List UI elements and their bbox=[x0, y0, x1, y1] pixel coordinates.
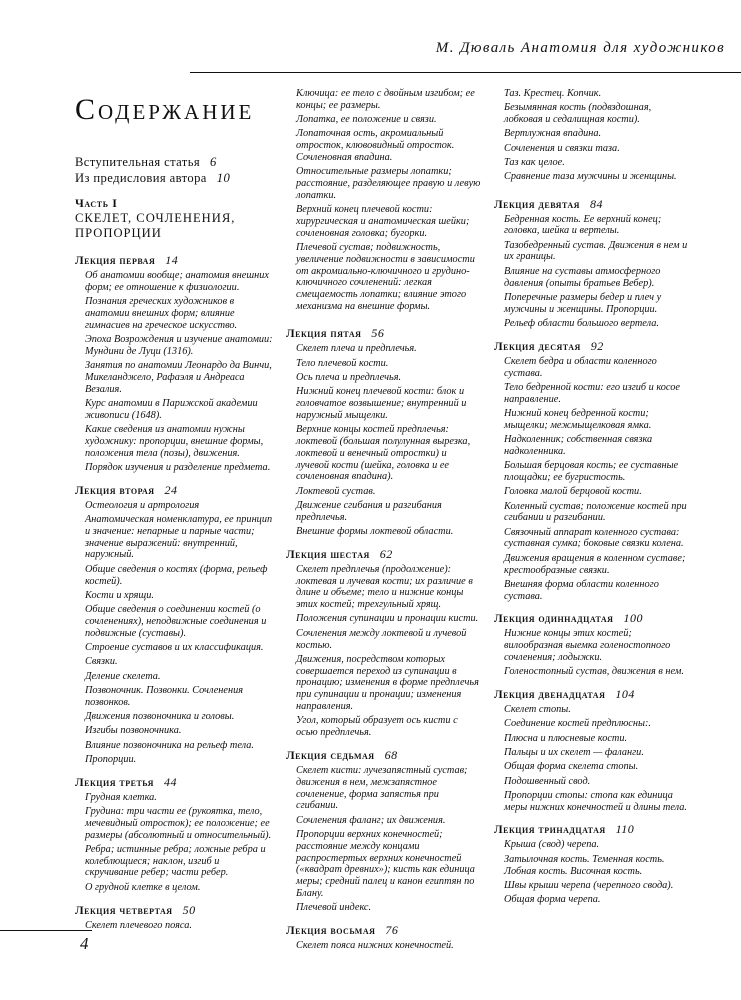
part-label: Часть I bbox=[75, 196, 118, 210]
lecture-entry bbox=[75, 775, 275, 894]
lecture-topic: Угол, который образует ось кисти с осью предплечья. bbox=[296, 715, 458, 739]
lecture-topic: Соединение костей предплюсны:. bbox=[504, 718, 651, 730]
lecture-page: 24 bbox=[164, 482, 178, 497]
lecture-topic: Нижний конец плечевой кости: блок и головчатое возвышение; внутренний и наружный мыщелки. bbox=[296, 386, 467, 421]
lecture-topic: Надколенник; собственная связка надколенника. bbox=[504, 434, 653, 457]
lecture-list bbox=[75, 253, 275, 931]
lecture-topic: Связочный аппарат коленного сустава: суставная сумка; боковые связки колена. bbox=[504, 526, 684, 550]
lecture-topic: Поперечные размеры бедер и плеч у мужчины и женщины. Пропорции. bbox=[504, 291, 662, 315]
lecture-topic: Подошвенный свод. bbox=[504, 775, 591, 787]
lecture-topic: Тело плечевой кости. bbox=[296, 357, 389, 369]
lecture-topic: Какие сведения из анатомии нужны художнику: пропорции, внешние формы, положения тела (позы), движения. bbox=[85, 424, 264, 459]
footer-rule bbox=[0, 930, 92, 931]
continuation-topic: Лопатка, ее положение и связи. bbox=[296, 114, 437, 126]
lecture-topic: Порядок изучения и разделение предмета. bbox=[85, 461, 271, 473]
continuation-topic: Вертлужная впадина. bbox=[504, 128, 602, 140]
lecture-topic: Крыша (свод) черепа. bbox=[504, 839, 600, 851]
continuation-topic: Верхний конец плечевой кости: хирургическая и анатомическая шейки; сочленовная головка; бугорки. bbox=[296, 204, 470, 239]
lecture-topic: Остеология и артрология bbox=[85, 499, 200, 511]
lecture-title bbox=[75, 253, 275, 268]
lecture-topic: Скелет стопы. bbox=[504, 704, 571, 716]
lecture-topic: Плечевой индекс. bbox=[296, 902, 372, 914]
intro-entry-label: Вступительная статья bbox=[75, 155, 201, 169]
intro-entry bbox=[75, 170, 275, 186]
lecture-title bbox=[75, 903, 275, 918]
lecture-topic: Пальцы и их скелет — фаланги. bbox=[504, 746, 644, 758]
lecture-topic: Швы крыши черепа (черепного свода). bbox=[504, 879, 674, 891]
lecture-entry bbox=[286, 923, 481, 952]
continuation-topic: Лопаточная ость, акромиальный отросток, клювовидный отросток. Сочленовная впадина. bbox=[296, 128, 455, 163]
lecture-topic: Скелет плечевого пояса. bbox=[85, 919, 192, 931]
lecture-topic: Внешние формы локтевой области. bbox=[296, 526, 454, 537]
lecture-topic: Скелет кисти: лучезапястный сустав; движения в нем, межзапястное сочленение, форма запястья при сгибании. bbox=[296, 764, 468, 812]
lecture-topic: Грудина: три части ее (рукоятка, тело, мечевидный отросток); ее положение; ее размеры (абсолютный и относительный). bbox=[85, 805, 272, 841]
lecture-title bbox=[494, 339, 689, 354]
lecture-entry bbox=[286, 748, 481, 914]
lecture-entry bbox=[75, 903, 275, 932]
continuation-topic: Ключица: ее тело с двойным изгибом; ее концы; ее размеры. bbox=[296, 88, 475, 111]
lecture-topic: Пропорции стопы: стопа как единица меры нижних конечностей и длины тела. bbox=[504, 789, 687, 813]
lecture-title bbox=[286, 748, 481, 763]
lecture-title bbox=[494, 687, 689, 702]
lecture-topic: Скелет бедра и области коленного сустава. bbox=[504, 355, 657, 379]
lecture-entry bbox=[286, 326, 481, 537]
lecture-topic: Скелет пояса нижних конечностей. bbox=[296, 940, 454, 952]
lecture-topic: Большая берцовая кость; ее суставные площадки; ее бугристость. bbox=[504, 460, 679, 483]
lecture-page: 100 bbox=[623, 611, 643, 626]
lecture-title-text: Лекция седьмая bbox=[286, 748, 375, 762]
lecture-page: 92 bbox=[590, 338, 604, 353]
lecture-topic: Коленный сустав; положение костей при сгибании и разгибании. bbox=[504, 500, 687, 524]
lecture-list bbox=[494, 197, 689, 906]
lecture-topic: Общая форма черепа. bbox=[504, 894, 601, 906]
toc-column-1 bbox=[75, 88, 275, 940]
lecture-topic: Эпоха Возрождения и изучение анатомии: Мундини де Луци (1316). bbox=[85, 333, 273, 357]
intro-entry-label: Из предисловия автора bbox=[75, 171, 207, 185]
lecture-topic: Связки. bbox=[85, 656, 118, 668]
continuation-topics bbox=[286, 88, 481, 313]
continuation-topic: Безымянная кость (подвздошная, лобковая и седалищная кости). bbox=[504, 102, 652, 126]
lecture-topic: Позвоночник. Позвонки. Сочленения позвонков. bbox=[85, 684, 244, 708]
lecture-topic: Познания греческих художников в анатомии внешних форм; влияние гимнасиев на греческое искусство. bbox=[85, 296, 238, 331]
lecture-topic: Внешняя форма области коленного сустава. bbox=[504, 578, 659, 602]
lecture-page: 104 bbox=[615, 687, 635, 702]
lecture-title-text: Лекция девятая bbox=[494, 197, 580, 211]
intro-entry-page: 10 bbox=[216, 171, 231, 185]
lecture-title bbox=[286, 326, 481, 341]
lecture-topic: Плюсна и плюсневые кости. bbox=[504, 732, 628, 744]
lecture-topic: Рельеф области большого вертела. bbox=[504, 317, 659, 329]
lecture-title bbox=[494, 611, 689, 626]
lecture-topic: Курс анатомии в Парижской академии живописи (1648). bbox=[85, 397, 258, 421]
continuation-topic: Плечевой сустав; подвижность, увеличение подвижности в зависимости от акромиально-ключичного и грудино-ключичного сочленений: легкая смещаемость лопатки; влияние этого механизма на внешние формы. bbox=[296, 242, 475, 313]
lecture-topic: Положения супинации и пронации кисти. bbox=[296, 613, 479, 625]
lecture-topic: Изгибы позвоночника. bbox=[85, 725, 182, 737]
lecture-title-text: Лекция вторая bbox=[75, 483, 155, 497]
lecture-entry bbox=[494, 197, 689, 330]
lecture-topic: Скелет плеча и предплечья. bbox=[296, 343, 417, 355]
lecture-topic: Влияние позвоночника на рельеф тела. bbox=[85, 739, 254, 751]
lecture-title bbox=[286, 547, 481, 562]
lecture-topic: Строение суставов и их классификация. bbox=[85, 642, 264, 654]
lecture-entry bbox=[494, 822, 689, 905]
lecture-topic: Пропорции. bbox=[85, 753, 137, 765]
toc-column-2 bbox=[286, 88, 481, 961]
lecture-title-text: Лекция пятая bbox=[286, 327, 362, 341]
lecture-page: 50 bbox=[182, 902, 196, 917]
lecture-topic: Тазобедренный сустав. Движения в нем и их границы. bbox=[504, 239, 688, 263]
lecture-topic: Кости и хрящи. bbox=[85, 589, 154, 601]
lecture-page: 68 bbox=[384, 747, 398, 762]
lecture-topic: Нижние концы этих костей; вилообразная выемка голеностопного сочленения; лодыжки. bbox=[504, 628, 671, 663]
lecture-topic: Общие сведения о костях (форма, рельеф костей). bbox=[85, 563, 268, 587]
lecture-topic: Анатомическая номенклатура, ее принцип и значение: непарные и парные части; значение выражений: внутренний, наружный. bbox=[85, 514, 273, 561]
lecture-topic: Занятия по анатомии Леонардо да Винчи, Микеланджело, Рафаэля и Андреаса Везалия. bbox=[85, 360, 272, 395]
lecture-title bbox=[75, 483, 275, 498]
continuation-topics bbox=[494, 88, 689, 183]
lecture-topic: Движение сгибания и разгибания предплечья. bbox=[296, 499, 442, 523]
lecture-title bbox=[286, 923, 481, 938]
lecture-topic: Голеностопный сустав, движения в нем. bbox=[504, 666, 684, 678]
lecture-page: 44 bbox=[163, 774, 177, 789]
continuation-topic: Относительные размеры лопатки; расстояние, разделяющее правую и левую лопатки. bbox=[296, 166, 481, 201]
running-header: М. Дюваль Анатомия для художников bbox=[435, 40, 725, 56]
lecture-entry bbox=[286, 547, 481, 739]
lecture-topic: Влияние на суставы атмосферного давления (опыты братьев Вебер). bbox=[504, 265, 661, 289]
lecture-topic: Грудная клетка. bbox=[85, 791, 157, 803]
lecture-topic: Сочленения между локтевой и лучевой костью. bbox=[296, 627, 467, 651]
lecture-entry bbox=[494, 687, 689, 813]
lecture-topic: Сочленения фаланг; их движения. bbox=[296, 814, 446, 826]
lecture-topic: Движения позвоночника и головы. bbox=[85, 711, 235, 722]
lecture-topic: Скелет предплечья (продолжение): локтевая и лучевая кости; их различие в длине и объеме; тело и нижние концы этих костей; трехгульный хрящ. bbox=[296, 563, 473, 611]
lecture-topic: Затылочная кость. Теменная кость. Лобная кость. Височная кость. bbox=[504, 853, 665, 877]
lecture-title-text: Лекция тринадцатая bbox=[494, 823, 606, 837]
lecture-entry bbox=[494, 611, 689, 678]
lecture-title-text: Лекция десятая bbox=[494, 339, 581, 353]
lecture-title-text: Лекция шестая bbox=[286, 547, 370, 561]
toc-column-3 bbox=[494, 88, 689, 915]
lecture-entry bbox=[75, 483, 275, 766]
lecture-topic: Движения, посредством которых совершается переход из супинации в пронацию; изменения в форме предплечья при супинации и пронации; изменения направления. bbox=[296, 653, 479, 713]
lecture-title-text: Лекция первая bbox=[75, 254, 156, 267]
continuation-topic: Таз. Крестец. Копчик. bbox=[504, 88, 602, 99]
continuation-topic: Таз как целое. bbox=[504, 156, 565, 168]
lecture-page: 56 bbox=[371, 326, 385, 341]
lecture-topic: Деление скелета. bbox=[85, 670, 161, 682]
lecture-page: 62 bbox=[379, 546, 393, 561]
lecture-topic: Общая форма скелета стопы. bbox=[504, 761, 639, 773]
intro-entry-page: 6 bbox=[210, 155, 217, 169]
lecture-entry bbox=[75, 253, 275, 474]
lecture-topic: Движения вращения в коленном суставе; крестообразные связки. bbox=[504, 552, 686, 576]
lecture-title bbox=[494, 822, 689, 837]
toc-title: Содержание bbox=[75, 93, 255, 126]
lecture-topic: Ось плеча и предплечья. bbox=[296, 371, 402, 383]
lecture-topic: Нижний конец бедренной кости; мыщелки; межмыщелковая ямка. bbox=[504, 407, 652, 431]
header-rule bbox=[190, 72, 741, 73]
lecture-topic: Об анатомии вообще; анатомия внешних форм; ее отношение к физиологии. bbox=[85, 270, 269, 293]
lecture-topic: Бедренная кость. Ее верхний конец; головка, шейка и вертелы. bbox=[504, 213, 662, 237]
lecture-topic: Общие сведения о соединении костей (о сочленениях), неподвижные соединения и подвижные (суставы). bbox=[85, 604, 267, 639]
lecture-title bbox=[494, 197, 689, 212]
intro-entry bbox=[75, 154, 275, 170]
lecture-topic: Ребра; истинные ребра; ложные ребра и колеблющиеся; наклон, изгиб и скручивание ребер; части ребер. bbox=[85, 843, 266, 879]
part-title: СКЕЛЕТ, СОЧЛЕНЕНИЯ, ПРОПОРЦИИ bbox=[75, 211, 236, 240]
lecture-topic: Локтевой сустав. bbox=[296, 485, 376, 497]
lecture-title-text: Лекция четвертая bbox=[75, 903, 173, 917]
continuation-topic: Сравнение таза мужчины и женщины. bbox=[504, 171, 677, 183]
lecture-page: 110 bbox=[615, 822, 635, 837]
continuation-topic: Сочленения и связки таза. bbox=[504, 142, 620, 154]
lecture-page: 76 bbox=[385, 923, 399, 938]
lecture-title-text: Лекция одиннадцатая bbox=[494, 612, 614, 626]
lecture-topic: О грудной клетке в целом. bbox=[85, 881, 201, 893]
lecture-page: 14 bbox=[165, 253, 179, 267]
lecture-topic: Тело бедренной кости: его изгиб и косое направление. bbox=[504, 381, 680, 405]
page-number: 4 bbox=[80, 934, 89, 953]
lecture-topic: Пропорции верхних конечностей; расстояние между концами распростертых верхних конечностей («квадрат древних»); кисть как единица меры; средний палец и канон египтян по Блану. bbox=[296, 828, 475, 899]
lecture-title-text: Лекция двенадцатая bbox=[494, 688, 606, 702]
lecture-page: 84 bbox=[589, 196, 603, 211]
lecture-title-text: Лекция восьмая bbox=[286, 924, 376, 938]
lecture-entry bbox=[494, 339, 689, 603]
lecture-topic: Головка малой берцовой кости. bbox=[504, 486, 642, 498]
intro-entries bbox=[75, 154, 275, 186]
lecture-title bbox=[75, 775, 275, 790]
lecture-list bbox=[286, 326, 481, 951]
lecture-topic: Верхние концы костей предплечья: локтевой (большая полулунная вырезка, локтевой и венечный отростки) и лучевой кости (шейка, головка и ее сочленовная впадина). bbox=[296, 424, 471, 483]
lecture-title-text: Лекция третья bbox=[75, 775, 154, 789]
